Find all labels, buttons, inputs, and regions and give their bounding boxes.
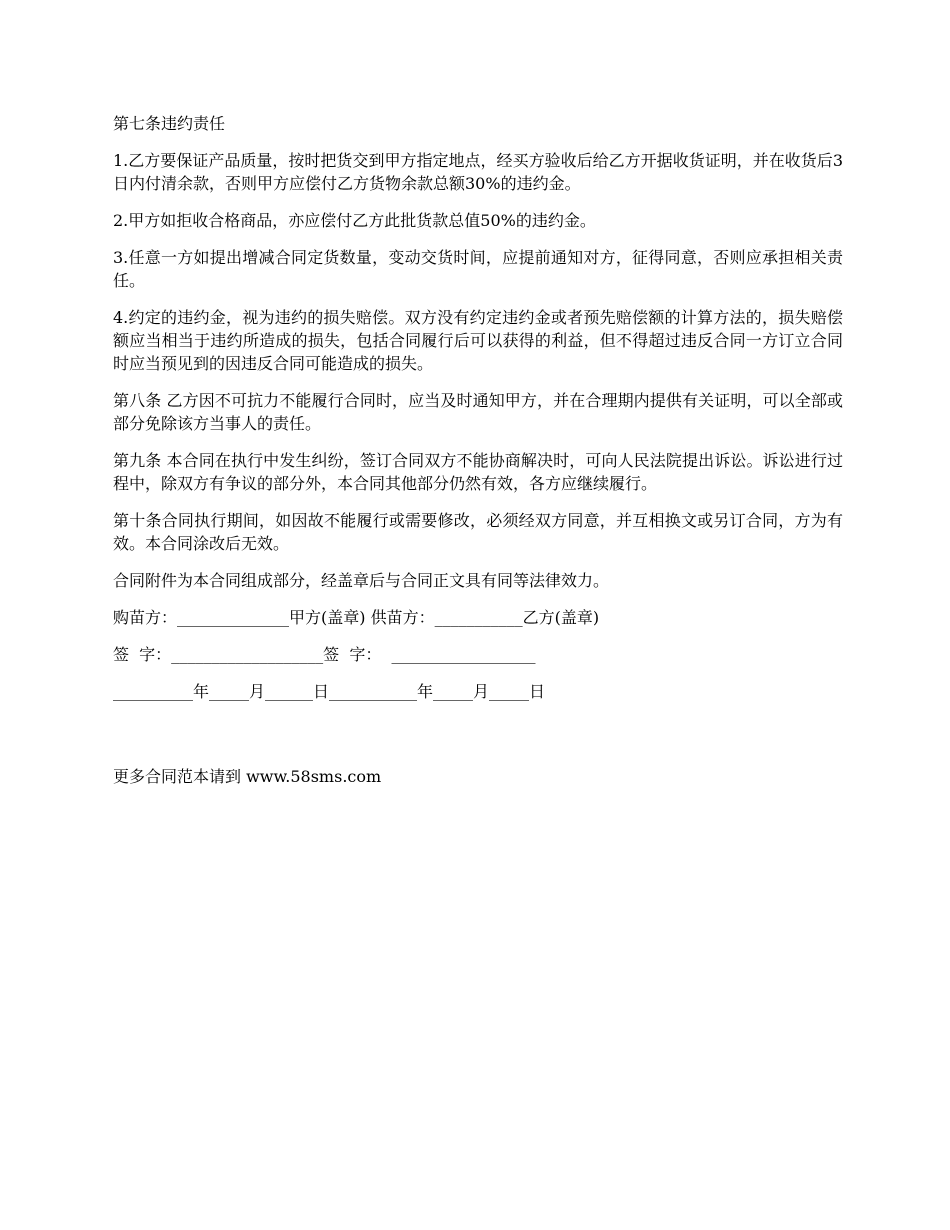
article-nine: 第九条 本合同在执行中发生纠纷，签订合同双方不能协商解决时，可向人民法院提出诉讼。诉讼进行过程中，除双方有争议的部分外，本合同其他部分仍然有效，各方应继续履行。 xyxy=(113,451,843,493)
clause-2: 2.甲方如拒收合格商品，亦应偿付乙方此批货款总值50%的违约金。 xyxy=(113,211,596,230)
document-page xyxy=(113,112,843,804)
date-line: __________年_____月______日___________年_____月_____日 xyxy=(113,682,546,701)
clause-3: 3.任意一方如提出增减合同定货数量，变动交货时间，应提前通知对方，征得同意，否则应承担相关责任。 xyxy=(113,248,843,290)
attachment-clause: 合同附件为本合同组成部分，经盖章后与合同正文具有同等法律效力。 xyxy=(113,571,610,590)
article-seven-heading: 第七条违约责任 xyxy=(113,114,226,133)
article-eight: 第八条 乙方因不可抗力不能履行合同时，应当及时通知甲方，并在合理期内提供有关证明，可以全部或部分免除该方当事人的责任。 xyxy=(113,391,843,433)
footer-note: 更多合同范本请到 www.58sms.com xyxy=(113,767,382,786)
article-ten: 第十条合同执行期间，如因故不能履行或需要修改，必须经双方同意，并互相换文或另订合同，方为有效。本合同涂改后无效。 xyxy=(113,511,843,553)
clause-1: 1.乙方要保证产品质量，按时把货交到甲方指定地点，经买方验收后给乙方开据收货证明，并在收货后3日内付清余款，否则甲方应偿付乙方货物余款总额30%的违约金。 xyxy=(113,151,843,193)
parties-line: 购苗方：______________甲方(盖章) 供苗方：___________乙方(盖章) xyxy=(113,608,600,627)
signature-line: 签 字：___________________签 字： __________________ xyxy=(113,645,536,664)
clause-4: 4.约定的违约金，视为违约的损失赔偿。双方没有约定违约金或者预先赔偿额的计算方法的，损失赔偿额应当相当于违约所造成的损失，包括合同履行后可以获得的利益，但不得超过违反合同一方订立合同时应当预见到的因违反合同可能造成的损失。 xyxy=(113,308,843,373)
